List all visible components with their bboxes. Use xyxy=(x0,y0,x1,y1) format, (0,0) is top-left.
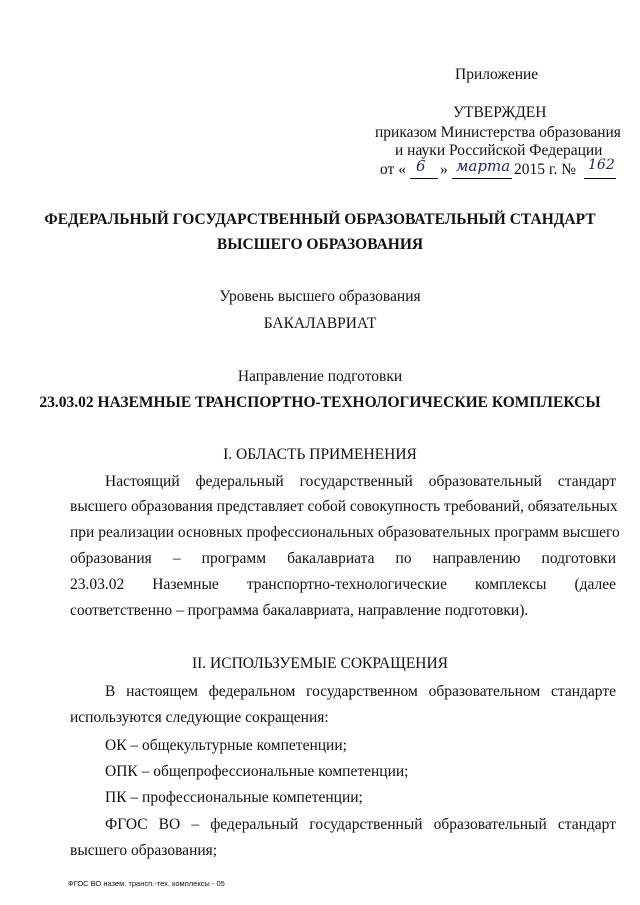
page-footer: ФГОС ВО назем. трансп.-тех. комплексы - 05 xyxy=(68,879,225,888)
date-day: 6 xyxy=(416,157,426,175)
paragraph-line: В настоящем федеральном государственном образовательном стандарте xyxy=(105,683,616,700)
date-day-underline xyxy=(410,178,438,179)
document-title-line-1: ФЕДЕРАЛЬНЫЙ ГОСУДАРСТВЕННЫЙ ОБРАЗОВАТЕЛЬНЫЙ СТАНДАРТ xyxy=(44,211,596,228)
appendix-label: Приложение xyxy=(455,66,539,83)
order-number: 162 xyxy=(588,157,615,173)
date-month: марта xyxy=(456,157,511,175)
order-line-2: и науки Российской Федерации xyxy=(395,142,603,159)
paragraph-line: 23.03.02 Наземные транспортно-технологические комплексы (далее xyxy=(70,576,616,593)
direction-value: 23.03.02 НАЗЕМНЫЕ ТРАНСПОРТНО-ТЕХНОЛОГИЧЕСКИЕ КОМПЛЕКСЫ xyxy=(39,394,601,411)
date-mid: » xyxy=(440,161,448,178)
document-title-line-2: ВЫСШЕГО ОБРАЗОВАНИЯ xyxy=(216,236,424,253)
date-year: 2015 г. № xyxy=(514,161,577,178)
abbreviation-ok: ОК – общекультурные компетенции; xyxy=(105,737,347,754)
paragraph-line: образования – программ бакалавриата по направлению подготовки xyxy=(70,550,616,567)
section-1-heading: I. ОБЛАСТЬ ПРИМЕНЕНИЯ xyxy=(223,446,417,463)
order-number-underline xyxy=(584,178,616,179)
abbreviation-fgos: ФГОС ВО – федеральный государственный образовательный стандарт xyxy=(105,816,616,833)
abbreviation-opk: ОПК – общепрофессиональные компетенции; xyxy=(105,763,409,780)
paragraph-line: соответственно – программа бакалавриата, направление подготовки). xyxy=(70,602,529,619)
section-2-heading: II. ИСПОЛЬЗУЕМЫЕ СОКРАЩЕНИЯ xyxy=(191,655,449,672)
date-month-underline xyxy=(452,178,512,179)
education-level-value: БАКАЛАВРИАТ xyxy=(263,315,377,332)
paragraph-line: высшего образования представляет собой совокупность требований, обязательных xyxy=(70,498,618,515)
approved-label: УТВЕРЖДЕН xyxy=(453,104,547,121)
direction-label: Направление подготовки xyxy=(237,368,403,385)
paragraph-line: при реализации основных профессиональных образовательных программ высшего xyxy=(70,524,620,541)
paragraph-line: высшего образования; xyxy=(70,842,218,859)
order-line-1: приказом Министерства образования xyxy=(375,124,621,141)
abbreviation-pk: ПК – профессиональные компетенции; xyxy=(105,789,363,806)
date-prefix: от « xyxy=(380,161,406,178)
education-level-label: Уровень высшего образования xyxy=(219,288,421,305)
paragraph-line: используются следующие сокращения: xyxy=(70,709,329,726)
paragraph-line: Настоящий федеральный государственный образовательный стандарт xyxy=(105,473,616,490)
